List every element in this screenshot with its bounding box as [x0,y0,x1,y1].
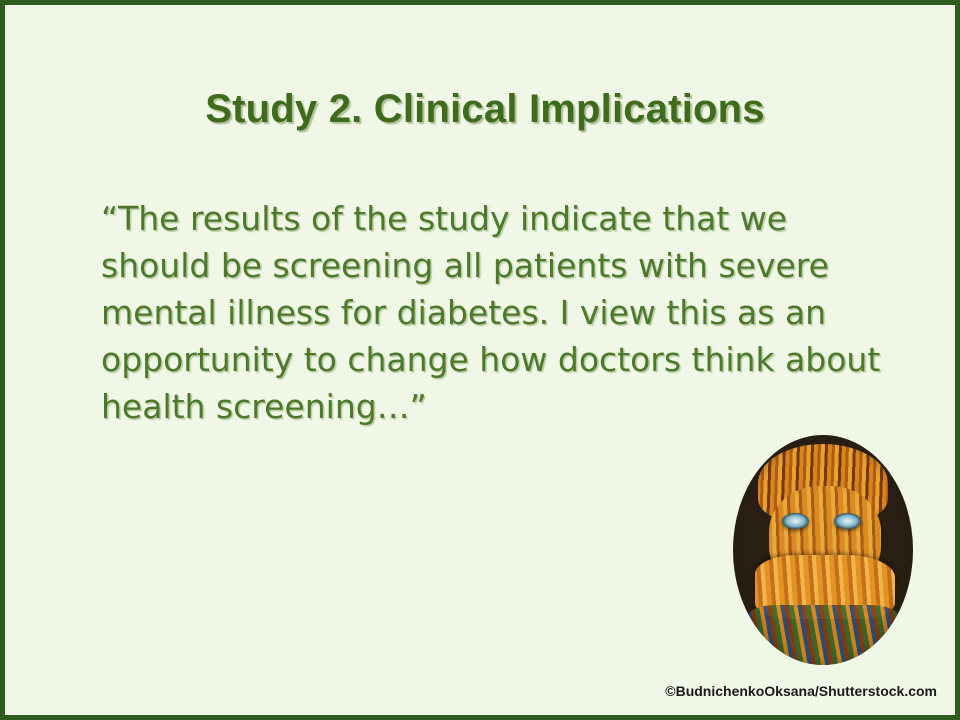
slide-content-area [5,5,955,715]
image-credit: ©BudnichenkoOksana/Shutterstock.com [665,683,937,699]
painted-face-image [733,435,913,665]
page-title: Study 2. Clinical Implications [205,87,765,131]
artwork-vignette [733,435,913,665]
quote-text: “The results of the study indicate that we should be screening all patients with severe mental illness for diabetes. I view this as an opportunity to change how doctors think about health screening…” [101,199,881,426]
